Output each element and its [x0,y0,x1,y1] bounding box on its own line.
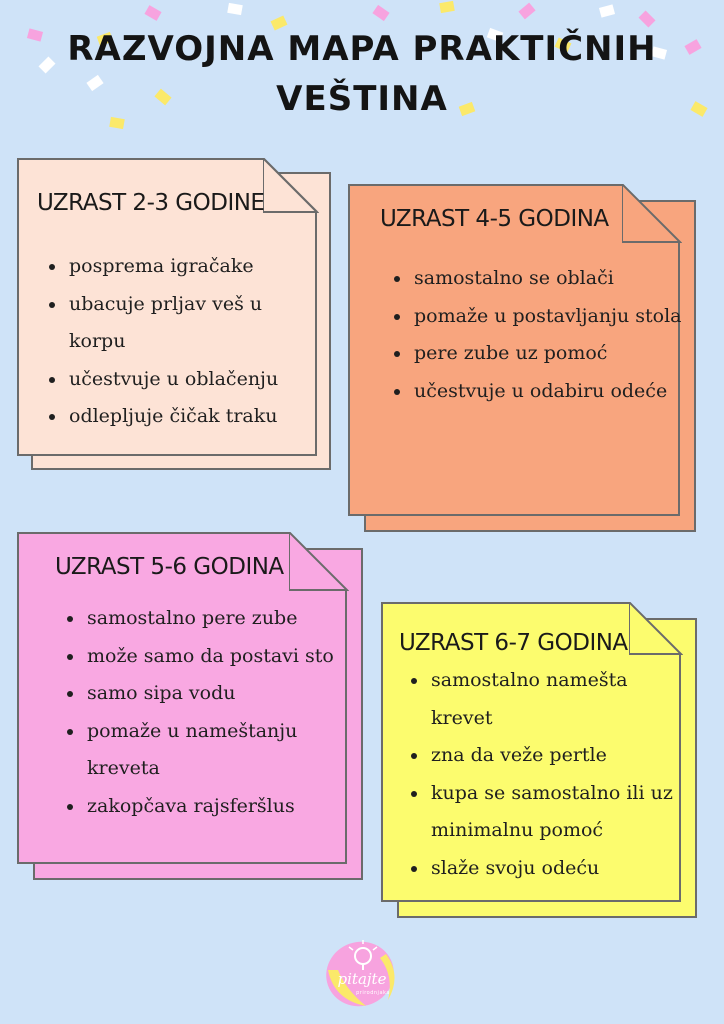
folded-corner-icon [629,602,683,656]
list-item: • samostalno namešta krevet [429,662,689,737]
age-card-4-5 [348,184,696,532]
skill-list [63,600,357,825]
brand-logo [316,930,406,1016]
card-heading: UZRAST 4-5 GODINA [380,206,609,232]
folded-corner-icon [289,532,349,592]
card-heading: UZRAST 5-6 GODINA [55,554,284,580]
page-title [0,24,724,124]
title-line-2: VEŠTINA [276,79,448,119]
list-item: • pomaže u nameštanju kreveta [85,713,357,788]
list-item: • samo sipa vodu [85,675,357,713]
card-heading: UZRAST 6-7 GODINA [399,630,628,656]
logo-subtext: prirodnjaka [356,990,390,996]
list-item: • zakopčava rajsferšlus [85,788,357,826]
list-item: • može samo da postavi sto [85,638,357,676]
list-item: • ubacuje prljav veš u korpu [67,286,317,361]
list-item: • učestvuje u oblačenju [67,361,317,399]
age-card-2-3 [17,158,331,470]
list-item: • odlepljuje čičak traku [67,398,317,436]
skill-list [45,248,317,436]
list-item: • pomaže u postavljanju stola [412,298,682,336]
skill-list [407,662,689,887]
list-item: • kupa se samostalno ili uz minimalnu pomoć [429,775,689,850]
list-item: • zna da veže pertle [429,737,689,775]
card-heading: UZRAST 2-3 GODINE [37,190,265,216]
list-item: • učestvuje u odabiru odeće [412,373,682,411]
list-item: • samostalno pere zube [85,600,357,638]
title-line-1: RAZVOJNA MAPA PRAKTIČNIH [67,29,657,69]
folded-corner-icon [622,184,682,244]
logo-text: pitajte [337,970,387,988]
list-item: • pere zube uz pomoć [412,335,682,373]
list-item: • posprema igračake [67,248,317,286]
list-item: • slaže svoju odeću [429,850,689,888]
list-item: • samostalno se oblači [412,260,682,298]
skill-list [390,260,682,410]
folded-corner-icon [263,158,319,214]
age-card-6-7 [381,602,697,918]
age-card-5-6 [17,532,363,880]
